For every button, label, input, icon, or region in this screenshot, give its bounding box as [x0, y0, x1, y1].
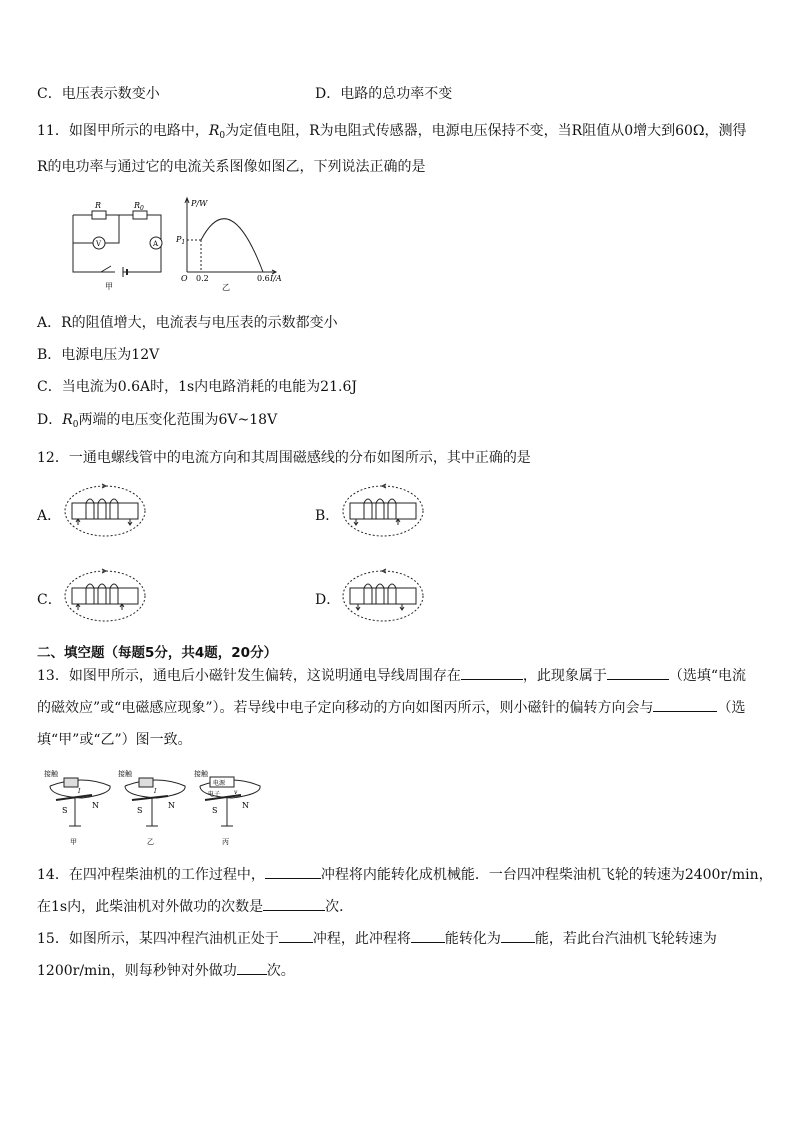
q14-line2 [37, 896, 353, 916]
label-s-yi: S [137, 806, 143, 815]
q15-blank-4[interactable] [237, 960, 267, 975]
section-title-fill-in: 二、填空题（每题5分，共4题，20分） [37, 645, 278, 661]
stand-yi [146, 798, 158, 826]
q14-line1 [37, 864, 773, 884]
label-x1: 0.2 [196, 274, 209, 283]
q11-r0-subscript: 0 [219, 131, 226, 141]
graph-yi [185, 198, 276, 274]
label-p-axis: P/W [191, 199, 208, 208]
label-s-jia: S [62, 806, 68, 815]
label-power: 电源 [213, 780, 226, 787]
q15-text-e: 1200r/min，则每秒钟对外做功 [37, 963, 237, 979]
label-p1: $P_1$ [176, 235, 186, 246]
q15-text-b: 冲程，此冲程将 [312, 931, 411, 947]
q12-stem: 12．一通电螺线管中的电流方向和其周围磁感线的分布如图所示，其中正确的是 [37, 450, 531, 466]
resistor-r [92, 211, 106, 219]
label-origin: O [181, 274, 188, 283]
q14-blank-2[interactable] [263, 896, 325, 911]
label-contact-yi: 接触 [118, 770, 132, 778]
battery-yi [139, 778, 153, 787]
needle-yi [132, 796, 168, 800]
q13-blank-1[interactable] [461, 665, 523, 680]
q11-option-b: B．电源电压为12V [37, 347, 160, 363]
q14-text-d: 次． [325, 899, 354, 915]
q15-blank-2[interactable] [411, 928, 445, 943]
label-jia: 甲 [105, 282, 113, 291]
q13-text-a: 13．如图甲所示，通电后小磁针发生偏转，这说明通电导线周围存在 [37, 668, 461, 684]
label-velocity: v [234, 789, 238, 796]
q11-stem-text-a: 11．如图甲所示的电路中， [37, 123, 209, 139]
label-current-jia: I [78, 788, 81, 795]
resistor-r0 [133, 211, 147, 219]
label-r: R [95, 201, 102, 210]
q13-line1 [37, 665, 746, 685]
q13-line3: 填“甲”或“乙”）图一致。 [37, 732, 192, 748]
q10-option-d: D．电路的总功率不变 [315, 86, 453, 102]
q14-blank-1[interactable] [265, 864, 321, 879]
label-jia: 甲 [70, 838, 77, 846]
q11-figure [65, 195, 300, 295]
q13-blank-2[interactable] [607, 665, 669, 680]
q12-option-d-label: D． [315, 592, 341, 608]
stand-jia [69, 798, 81, 826]
q15-text-d: 能，若此台汽油机飞轮转速为 [534, 931, 717, 947]
label-contact-bing: 接触 [194, 770, 208, 778]
solenoid-figure-d [338, 565, 428, 627]
q12-option-b-label: B． [315, 508, 340, 524]
q12-option-c-label: C． [37, 592, 62, 608]
q13-text-e: （选 [717, 700, 746, 716]
label-r0: $R_0$ [134, 201, 144, 212]
q11-option-d-prefix: D． [37, 412, 63, 428]
label-x-unit: I/A [270, 274, 282, 283]
circuit-diagram-jia [73, 211, 162, 277]
label-a: A [153, 240, 159, 248]
q15-line1 [37, 928, 717, 948]
q13-figure [42, 768, 272, 848]
q15-blank-3[interactable] [501, 928, 535, 943]
label-yi: 乙 [222, 283, 230, 292]
battery-jia [64, 778, 78, 787]
q11-option-d-r0: R [62, 412, 73, 428]
q11-option-d-text: 两端的电压变化范围为6V~18V [78, 412, 278, 428]
q10-option-c: C．电压表示数变小 [37, 86, 160, 102]
label-s-bing: S [212, 806, 218, 815]
q15-text-f: 次。 [266, 963, 295, 979]
q15-text-a: 15．如图所示，某四冲程汽油机正处于 [37, 931, 279, 947]
solenoid-figure-c [60, 565, 150, 627]
label-contact-jia: 接触 [44, 770, 58, 778]
q15-blank-1[interactable] [279, 928, 313, 943]
q11-option-d-r0-sub: 0 [72, 420, 79, 430]
q13-blank-3[interactable] [653, 697, 717, 712]
q11-option-d [37, 409, 277, 430]
q13-text-b: ，此现象属于 [522, 668, 607, 684]
label-n-bing: N [242, 801, 249, 810]
q12-option-a-label: A． [37, 508, 62, 524]
solenoid-figure-a [60, 480, 150, 542]
label-bing: 丙 [222, 838, 229, 846]
q14-text-a: 14．在四冲程柴油机的工作过程中， [37, 867, 265, 883]
power-curve [201, 219, 263, 272]
label-yi: 乙 [147, 838, 154, 846]
switch [101, 266, 111, 272]
q11-r0-symbol: R [208, 123, 220, 139]
q15-line2 [37, 960, 295, 980]
solenoid-figure-b [338, 480, 428, 542]
stand-bing [221, 798, 233, 826]
q11-stem-line1 [37, 120, 747, 141]
label-n-yi: N [168, 801, 175, 810]
q11-stem-line2: R的电功率与通过它的电流关系图像如图乙，下列说法正确的是 [37, 159, 426, 175]
label-x2: 0.6 [257, 274, 270, 283]
q13-text-c: （选填“电流 [668, 668, 746, 684]
q11-option-a: A．R的阻值增大，电流表与电压表的示数都变小 [37, 315, 338, 331]
q15-text-c: 能转化为 [444, 931, 501, 947]
label-current-yi: I [154, 788, 157, 795]
label-v: V [96, 240, 102, 248]
q11-option-c: C．当电流为0.6A时，1s内电路消耗的电能为21.6J [37, 379, 357, 395]
label-n-jia: N [92, 801, 99, 810]
q13-text-d: 的磁效应”或“电磁感应现象”）。若导线中电子定向移动的方向如图丙所示，则小磁针的偏转方向会与 [37, 700, 654, 716]
q13-line2 [37, 697, 745, 717]
q11-stem-text-b: 为定值电阻，R为电阻式传感器，电源电压保持不变，当R阻值从0增大到60Ω，测得 [225, 123, 747, 139]
q14-text-c: 在1s内，此柴油机对外做功的次数是 [37, 899, 264, 915]
q14-text-b: 冲程将内能转化成机械能．一台四冲程柴油机飞轮的转速为2400r/min， [320, 867, 773, 883]
label-electron: 电子 [208, 791, 221, 798]
